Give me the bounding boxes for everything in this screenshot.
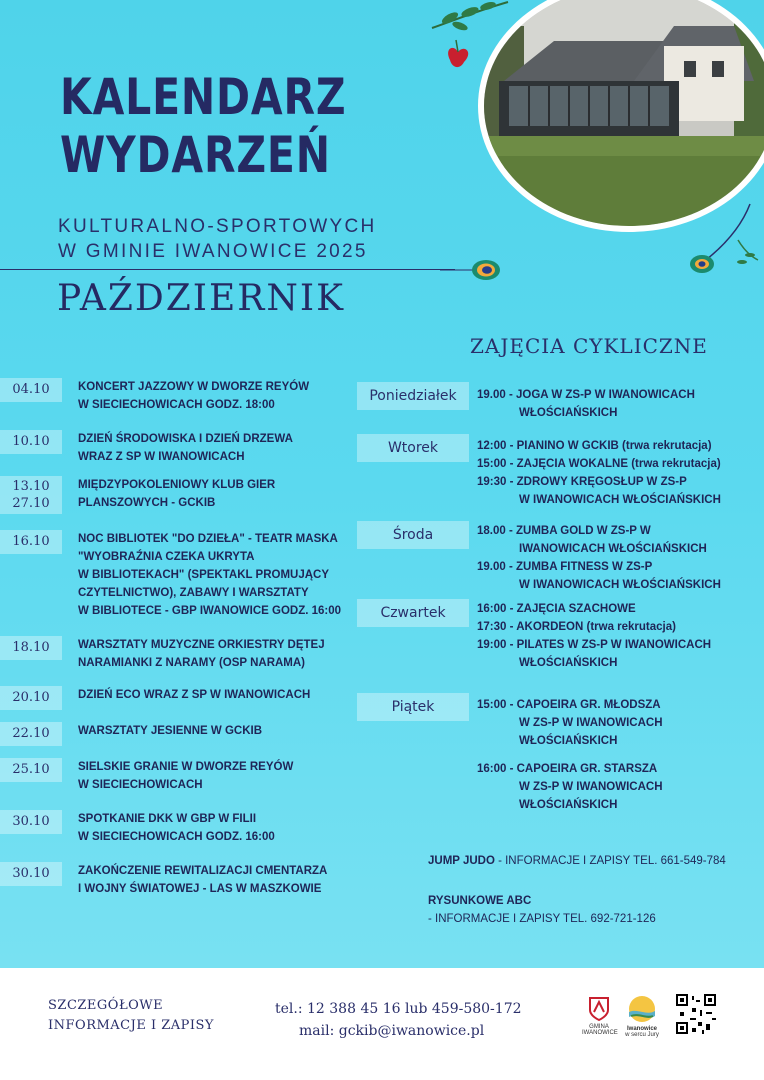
- event-line: "WYOBRAŹNIA CZEKA UKRYTA: [78, 551, 255, 563]
- activity-item: [477, 760, 757, 814]
- event-date: [0, 476, 62, 514]
- event-description: [78, 862, 358, 898]
- event-date: [0, 686, 62, 710]
- event-description: [78, 686, 358, 704]
- iwanowice-logo: [622, 994, 662, 1038]
- judo-name: JUMP JUDO: [428, 855, 495, 867]
- gmina-logo-text-1: GMINA: [589, 1024, 609, 1030]
- event-date: [0, 530, 62, 554]
- event-line: W BIBLIOTECE - GBP IWANOWICE GODZ. 16:00: [78, 605, 342, 617]
- activity-item: [477, 636, 757, 672]
- event-line: W SIECIECHOWICACH: [78, 779, 203, 791]
- event-line: I WOJNY ŚWIATOWEJ - LAS W MASZKOWIE: [78, 883, 322, 895]
- footer-line-2: INFORMACJE I ZAPISY: [48, 1018, 215, 1033]
- title-line-2: WYDARZEŃ: [60, 126, 331, 184]
- activity-item: [477, 437, 757, 455]
- activity-item: [477, 618, 757, 636]
- event-date: [0, 378, 62, 402]
- event-line: W SIECIECHOWICACH GODZ. 16:00: [78, 831, 275, 843]
- judo-contact: - INFORMACJE I ZAPISY TEL. 661-549-784: [494, 855, 726, 867]
- day-label: Wtorek: [357, 434, 469, 462]
- divider: [0, 269, 455, 270]
- cyclic-title: ZAJĘCIA CYKLICZNE: [470, 334, 708, 358]
- manor-house-photo: [478, 0, 764, 232]
- subtitle-line-1: KULTURALNO-SPORTOWYCH: [58, 216, 377, 237]
- event-date-value: 13.10: [12, 479, 50, 494]
- activity-line: WŁOŚCIAŃSKICH: [519, 657, 618, 669]
- activity-line: WŁOŚCIAŃSKICH: [519, 407, 618, 419]
- abc-name: RYSUNKOWE ABC: [428, 895, 532, 907]
- activity-line: 19:30 - ZDROWY KRĘGOSŁUP W ZS-P: [477, 476, 687, 488]
- activity-item: [477, 386, 757, 422]
- activity-line: 18.00 - ZUMBA GOLD W ZS-P W: [477, 525, 651, 537]
- footer-mail[interactable]: mail: gckib@iwanowice.pl: [299, 1023, 485, 1039]
- iwanowice-logo-text-1: Iwanowice: [626, 1026, 657, 1032]
- event-date-value: 04.10: [12, 382, 50, 397]
- activity-item: [477, 522, 757, 558]
- event-date-value: 18.10: [12, 640, 50, 655]
- event-date-value: 22.10: [12, 726, 50, 741]
- judo-info: [428, 852, 726, 870]
- event-date: [0, 722, 62, 746]
- activity-line: 15:00 - CAPOEIRA GR. MŁODSZA: [477, 699, 661, 711]
- event-line: WRAZ Z SP W IWANOWICACH: [78, 451, 245, 463]
- event-line: NARAMIANKI Z NARAMY (OSP NARAMA): [78, 657, 306, 669]
- activity-line: WŁOŚCIAŃSKICH: [519, 735, 618, 747]
- activity-line: 16:00 - ZAJĘCIA SZACHOWE: [477, 603, 636, 615]
- activity-item: [477, 600, 757, 618]
- event-line: ZAKOŃCZENIE REWITALIZACJI CMENTARZA: [78, 865, 328, 877]
- activity-item: [477, 558, 757, 594]
- page-title: [60, 68, 346, 184]
- event-description: [78, 378, 358, 414]
- event-line: W SIECIECHOWICACH GODZ. 18:00: [78, 399, 275, 411]
- event-date: [0, 636, 62, 660]
- activity-line: 12:00 - PIANINO W GCKIB (trwa rekrutacja): [477, 440, 712, 452]
- event-description: [78, 636, 358, 672]
- activity-line: W ZS-P W IWANOWICACH: [519, 717, 663, 729]
- event-description: [78, 476, 358, 512]
- event-date: [0, 810, 62, 834]
- peacock-feather-icon: [680, 200, 764, 290]
- day-activities: [477, 696, 757, 814]
- event-date-value: 20.10: [12, 690, 50, 705]
- gmina-logo: [582, 996, 616, 1036]
- event-description: [78, 810, 358, 846]
- day-label: Środa: [357, 521, 469, 549]
- event-description: [78, 722, 358, 740]
- event-date: [0, 430, 62, 454]
- activity-item: [477, 696, 757, 750]
- activity-item: [477, 455, 757, 473]
- activity-line: W IWANOWICACH WŁOŚCIAŃSKICH: [519, 494, 721, 506]
- activity-line: W ZS-P W IWANOWICACH: [519, 781, 663, 793]
- gmina-logo-text-2: IWANOWICE: [582, 1030, 618, 1036]
- event-date: [0, 862, 62, 886]
- title-line-1: KALENDARZ: [60, 68, 347, 126]
- event-date-value-2: 27.10: [12, 496, 50, 511]
- activity-line: WŁOŚCIAŃSKICH: [519, 799, 618, 811]
- activity-line: 19:00 - PILATES W ZS-P W IWANOWICACH: [477, 639, 712, 651]
- event-line: KONCERT JAZZOWY W DWORZE REYÓW: [78, 381, 310, 393]
- activity-line: 16:00 - CAPOEIRA GR. STARSZA: [477, 763, 658, 775]
- day-activities: [477, 600, 757, 672]
- event-date-value: 30.10: [12, 814, 50, 829]
- footer: [0, 968, 764, 1080]
- event-date-value: 25.10: [12, 762, 50, 777]
- event-line: WARSZTATY MUZYCZNE ORKIESTRY DĘTEJ: [78, 639, 325, 651]
- event-description: [78, 430, 358, 466]
- event-description: [78, 758, 358, 794]
- event-line: PLANSZOWYCH - GCKIB: [78, 497, 216, 509]
- subtitle-line-2: W GMINIE IWANOWICE 2025: [58, 241, 368, 262]
- sun-logo-icon: [627, 994, 657, 1024]
- footer-details: [48, 996, 214, 1036]
- activity-line: 15:00 - ZAJĘCIA WOKALNE (trwa rekrutacja): [477, 458, 721, 470]
- event-date-value: 16.10: [12, 534, 50, 549]
- day-label: Czwartek: [357, 599, 469, 627]
- event-date-value: 30.10: [12, 866, 50, 881]
- day-activities: [477, 437, 757, 509]
- activity-line: 19.00 - JOGA W ZS-P W IWANOWICACH: [477, 389, 695, 401]
- day-activities: [477, 522, 757, 594]
- activity-line: 19.00 - ZUMBA FITNESS W ZS-P: [477, 561, 653, 573]
- activity-line: 17:30 - AKORDEON (trwa rekrutacja): [477, 621, 676, 633]
- peacock-feather-small-icon: [440, 254, 504, 288]
- activity-line: IWANOWICACH WŁOŚCIAŃSKICH: [519, 543, 707, 555]
- abc-info: [428, 892, 656, 928]
- subtitle: [58, 214, 377, 264]
- footer-contact: [275, 998, 522, 1042]
- event-line: WARSZTATY JESIENNE W GCKIB: [78, 725, 263, 737]
- event-line: MIĘDZYPOKOLENIOWY KLUB GIER: [78, 479, 276, 491]
- event-line: SPOTKANIE DKK W GBP W FILII: [78, 813, 257, 825]
- event-description: [78, 530, 358, 620]
- month-title: PAŹDZIERNIK: [57, 278, 346, 319]
- footer-phone: tel.: 12 388 45 16 lub 459-580-172: [275, 1001, 522, 1017]
- iwanowice-logo-text-2: w sercu Jury: [625, 1032, 659, 1038]
- day-label: Poniedziałek: [357, 382, 469, 410]
- event-date: [0, 758, 62, 782]
- gmina-crest-icon: [588, 996, 610, 1022]
- event-line: SIELSKIE GRANIE W DWORZE REYÓW: [78, 761, 294, 773]
- qr-code-icon[interactable]: [676, 994, 716, 1034]
- event-line: CZYTELNICTWO), ZABAWY I WARSZTATY: [78, 587, 309, 599]
- activity-line: W IWANOWICACH WŁOŚCIAŃSKICH: [519, 579, 721, 591]
- day-label: Piątek: [357, 693, 469, 721]
- abc-contact: - INFORMACJE I ZAPISY TEL. 692-721-126: [428, 913, 656, 925]
- day-activities: [477, 386, 757, 422]
- event-line: DZIEŃ ECO WRAZ Z SP W IWANOWICACH: [78, 689, 311, 701]
- event-line: DZIEŃ ŚRODOWISKA I DZIEŃ DRZEWA: [78, 433, 293, 445]
- event-line: W BIBLIOTEKACH" (SPEKTAKL PROMUJĄCY: [78, 569, 330, 581]
- footer-line-1: SZCZEGÓŁOWE: [48, 998, 164, 1013]
- activity-item: [477, 473, 757, 509]
- event-date-value: 10.10: [12, 434, 50, 449]
- event-line: NOC BIBLIOTEK "DO DZIEŁA" - TEATR MASKA: [78, 533, 338, 545]
